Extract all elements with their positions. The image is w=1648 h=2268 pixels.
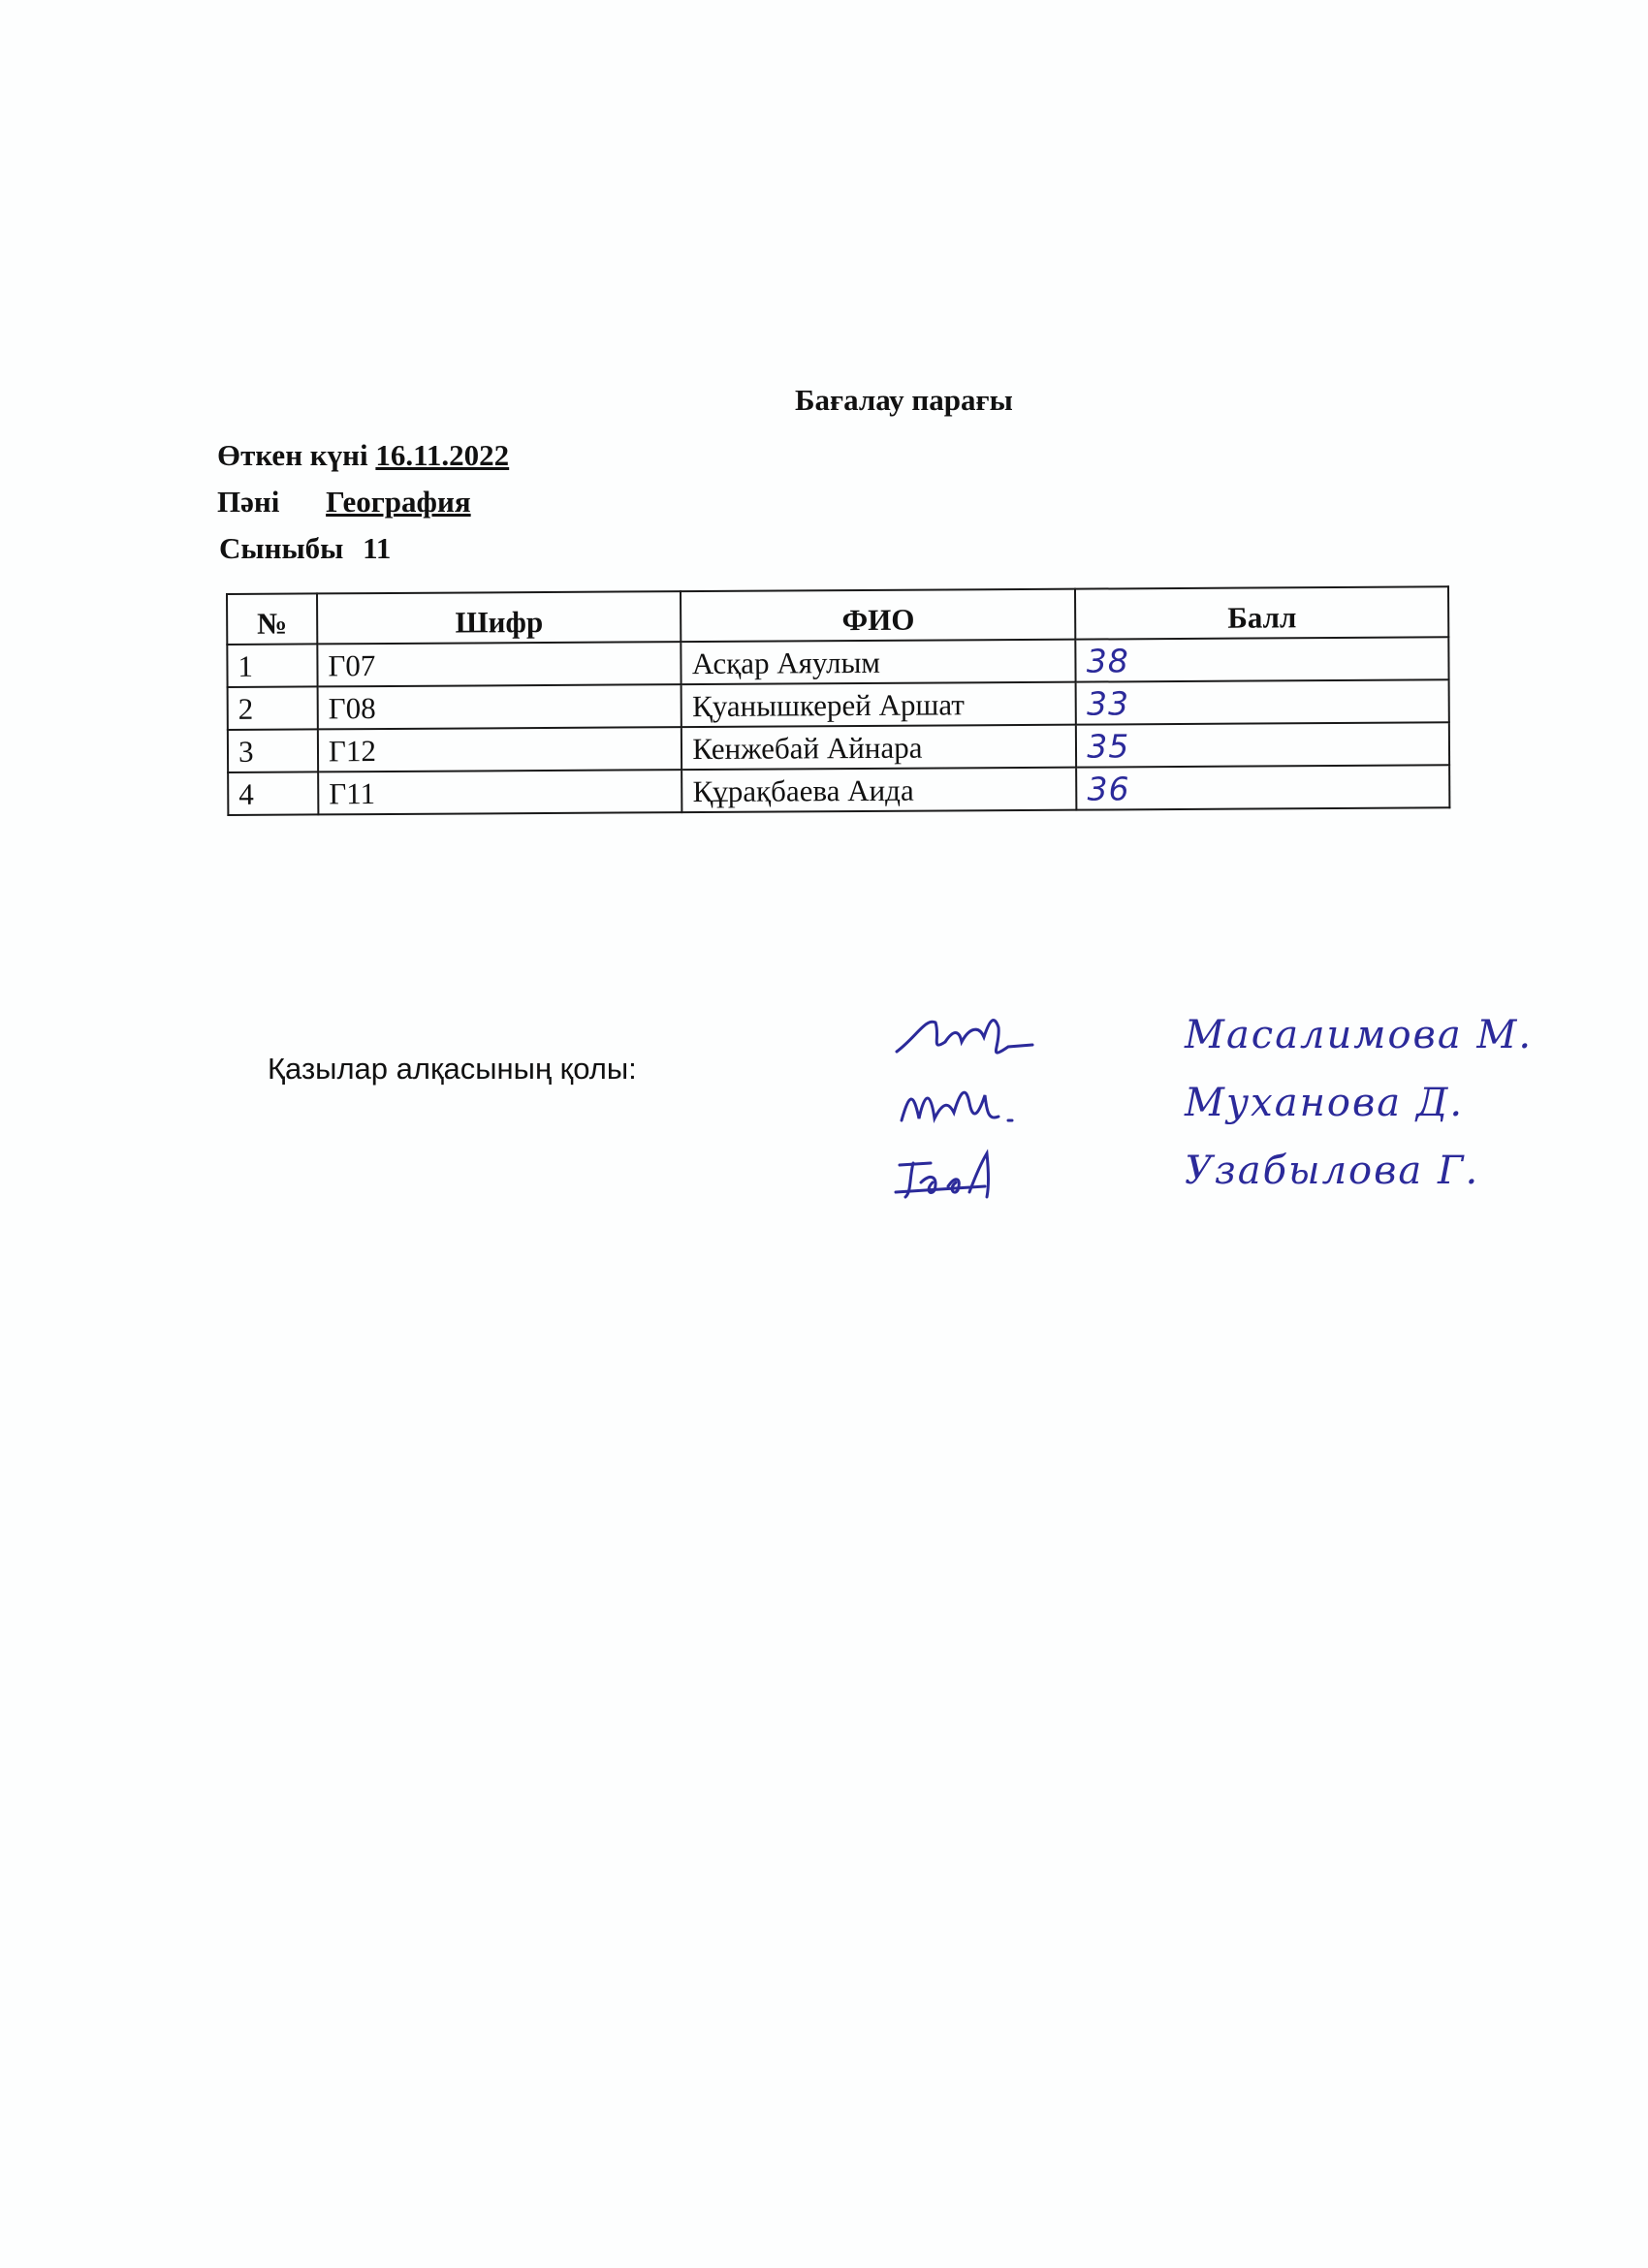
row-number: 2 [228, 686, 318, 730]
signature-mark [892, 1074, 1037, 1132]
table-header-row [227, 586, 1448, 645]
signature-scribble-icon [892, 1074, 1037, 1132]
row-number: 4 [228, 772, 318, 815]
row-score: 38 [1076, 637, 1449, 681]
subject-label: Пәні [217, 485, 280, 519]
table-row [228, 722, 1449, 772]
row-code: Г08 [318, 684, 682, 729]
date-field [217, 438, 509, 473]
header-code: Шифр [317, 591, 681, 644]
row-score: 33 [1076, 679, 1449, 724]
row-name: Құрақбаева Аида [681, 768, 1076, 812]
row-code: Г12 [318, 727, 682, 772]
signature-mark [892, 1008, 1037, 1066]
row-name: Қуанышкерей Аршат [681, 682, 1076, 727]
row-number: 1 [227, 644, 317, 687]
judge-name: Узабылова Г. [1185, 1149, 1480, 1193]
date-value: 16.11.2022 [375, 438, 510, 472]
class-field [219, 531, 391, 566]
class-label: Сыныбы [219, 531, 344, 565]
row-name: Кенжебай Айнара [681, 725, 1076, 770]
signatures-label: Қазылар алқасының қолы: [268, 1052, 637, 1086]
row-score: 36 [1076, 765, 1449, 809]
signature-scribble-icon [892, 1144, 1037, 1202]
header-number: № [227, 593, 317, 645]
signature-scribble-icon [892, 1008, 1037, 1066]
table-row [228, 765, 1449, 815]
subject-value: География [326, 485, 471, 519]
date-label: Өткен күні [217, 438, 368, 472]
row-score: 35 [1076, 722, 1449, 767]
row-name: Асқар Аяулым [681, 640, 1076, 684]
judge-name: Масалимова М. [1185, 1013, 1534, 1057]
subject-field [217, 485, 471, 520]
table-row [227, 637, 1448, 687]
class-value: 11 [363, 531, 392, 565]
header-score: Балл [1075, 586, 1448, 639]
judge-name: Муханова Д. [1185, 1081, 1465, 1125]
document-title: Бағалау парағы [795, 383, 1013, 417]
signature-mark [892, 1144, 1037, 1202]
row-code: Г07 [317, 642, 681, 686]
table-row [228, 679, 1449, 730]
row-number: 3 [228, 729, 318, 772]
header-name: ФИО [681, 589, 1075, 642]
grades-table [226, 585, 1450, 816]
row-code: Г11 [318, 770, 682, 814]
